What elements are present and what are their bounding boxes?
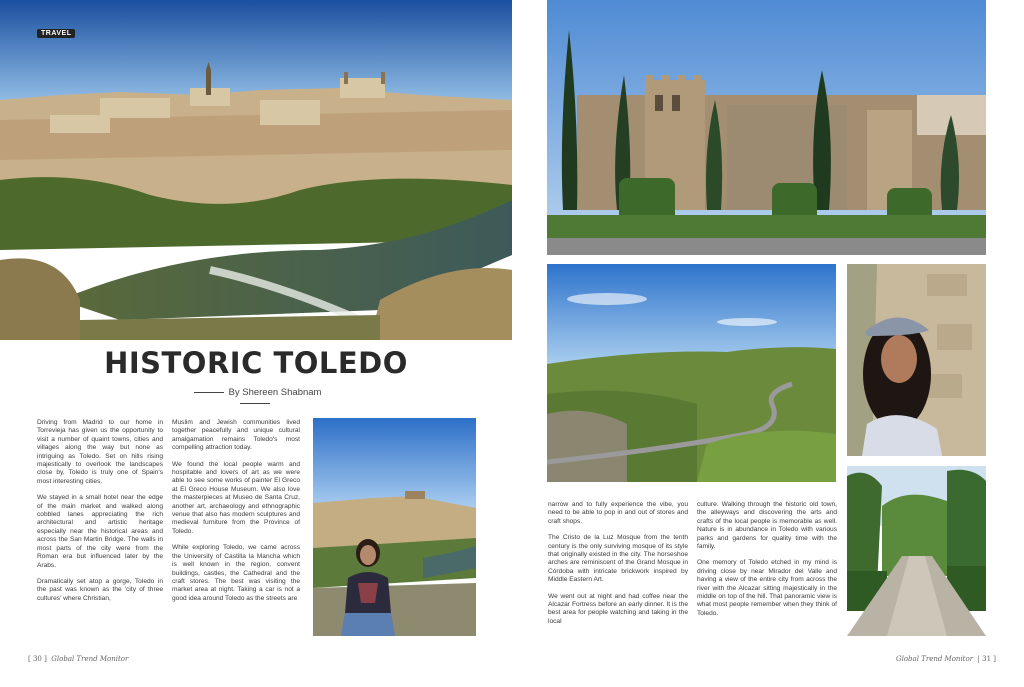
section-tag: TRAVEL — [37, 29, 75, 38]
paragraph: narrow and to fully experience the vibe, you need to be able to pop in and out of stores and craft shops. — [548, 501, 688, 525]
footer-right: Global Trend Monitor | 31 ] — [896, 655, 996, 663]
paragraph: The Cristo de la Luz Mosque from the tenth century is the only surviving mosque of its style that originally existed in the city. The horseshoe arches are reminiscent of the Grand Mosque in Córdoba with intricate brickwork inspired by Middle Eastern Art. — [548, 534, 688, 584]
text-column-1 — [37, 419, 163, 611]
hero-photo-toledo-panorama — [0, 0, 512, 340]
page-number-right: 31 — [982, 655, 992, 663]
paragraph: Muslim and Jewish communities lived together peacefully and unique cultural amalgamation remains Toledo's most compelling attraction today. — [172, 419, 300, 452]
author-photo-toledo — [313, 418, 476, 636]
text-column-4 — [697, 501, 837, 626]
text-column-2 — [172, 419, 300, 611]
paragraph: Dramatically set atop a gorge, Toledo in the past was known as the 'city of three cultures' where Christian, — [37, 577, 163, 602]
article-title: HISTORIC TOLEDO — [104, 346, 408, 380]
page-number-left: 30 — [32, 655, 42, 663]
footer-left: [ 30 ] Global Trend Monitor — [28, 655, 129, 663]
text-column-3 — [548, 501, 688, 634]
paragraph: We went out at night and had coffee near the Alcazar Fortress before an early dinner. It is the best area for people watching and taking in the local — [548, 592, 688, 625]
paragraph: While exploring Toledo, we came across the University of Castilla la Mancha which is well known in the region, convent buildings, castles, the Cathedral and the craft stores. The best was visiting the market area at night. Taking a car is not a good idea around Toledo as the streets are — [172, 544, 300, 602]
photo-valley-road — [547, 264, 836, 482]
photo-author-portrait — [847, 264, 986, 456]
paragraph: We found the local people warm and hospitable and lovers of art as we were able to see some works of painter El Greco at El Greco House Museum. We also love the masterpieces at Museo de Santa Cruz, another art, archaeology and ethnographic venue that also has modern sculptures and medieval furniture from the Province of Toledo. — [172, 460, 300, 535]
publication-name-left: Global Trend Monitor — [51, 655, 129, 663]
photo-garden-path — [847, 466, 986, 636]
publication-name-right: Global Trend Monitor — [896, 655, 974, 663]
byline-rule-right — [240, 403, 270, 404]
byline-text: By Shereen Shabnam — [228, 387, 322, 398]
paragraph: culture. Walking through the historic old town, the alleyways and discovering the arts and crafts of the local people is memorable as well. Nature is in abundance in Toledo with various parks and gardens for quality time with the family. — [697, 501, 837, 551]
paragraph: One memory of Toledo etched in my mind is driving close by near Mirador del Valle and having a view of the entire city from across the river with the Alcazar sitting majestically in the middle on top of the hill. That panoramic view is what most people remember when they think of Toledo. — [697, 559, 837, 617]
byline-rule-left — [194, 392, 224, 393]
photo-castle-walls — [547, 0, 986, 255]
paragraph: Driving from Madrid to our home in Torrevieja has given us the opportunity to visit a number of quaint towns, cities and villages along the way but none as intriguing as Toledo. Set on hills rising majestically to overlook the landscapes close by, Toledo is truly one of Spain's most interesting cities. — [37, 419, 163, 485]
paragraph: We stayed in a small hotel near the edge of the main market and walked along cobbled lanes appreciating the rich architectural and artistic heritage especially near the historical areas and across the San Martin Bridge. The walls in most parts of the city were from the Roman era but influenced later by the Arabs. — [37, 494, 163, 569]
byline — [175, 387, 335, 409]
